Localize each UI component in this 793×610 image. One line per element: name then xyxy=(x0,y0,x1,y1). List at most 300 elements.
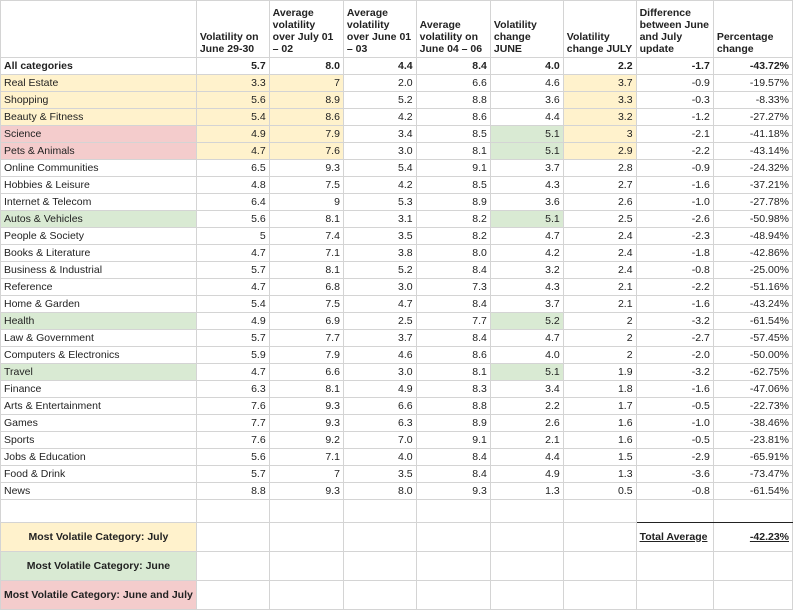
value-cell[interactable]: -27.27% xyxy=(713,109,792,126)
value-cell[interactable]: 2.1 xyxy=(563,296,636,313)
value-cell[interactable]: 5.6 xyxy=(196,449,269,466)
value-cell[interactable]: 4.6 xyxy=(343,347,416,364)
value-cell[interactable]: 7.3 xyxy=(416,279,490,296)
header-cell[interactable]: Volatility change JULY xyxy=(563,1,636,58)
value-cell[interactable]: 4.0 xyxy=(343,449,416,466)
empty-cell[interactable] xyxy=(490,500,563,523)
value-cell[interactable]: -1.0 xyxy=(636,415,713,432)
value-cell[interactable]: 4.0 xyxy=(490,347,563,364)
value-cell[interactable]: -61.54% xyxy=(713,313,792,330)
value-cell[interactable]: 7.1 xyxy=(269,449,343,466)
table-row xyxy=(1,313,793,330)
value-cell[interactable]: 8.4 xyxy=(416,330,490,347)
value-cell[interactable]: -2.7 xyxy=(636,330,713,347)
value-cell[interactable]: 2.4 xyxy=(563,245,636,262)
value-cell[interactable]: 2 xyxy=(563,330,636,347)
value-cell[interactable]: 3.2 xyxy=(490,262,563,279)
value-cell[interactable]: -65.91% xyxy=(713,449,792,466)
value-cell[interactable]: -0.9 xyxy=(636,160,713,177)
category-cell[interactable]: Law & Government xyxy=(1,330,197,347)
value-cell[interactable]: 5.4 xyxy=(343,160,416,177)
value-cell[interactable]: 4.4 xyxy=(343,58,416,75)
value-cell[interactable]: 8.4 xyxy=(416,466,490,483)
header-cell[interactable]: Average volatility over June 01 – 03 xyxy=(343,1,416,58)
value-cell[interactable]: -37.21% xyxy=(713,177,792,194)
value-cell[interactable]: -1.6 xyxy=(636,296,713,313)
value-cell[interactable]: 4.2 xyxy=(343,177,416,194)
value-cell[interactable]: 9.3 xyxy=(269,415,343,432)
value-cell[interactable]: -27.78% xyxy=(713,194,792,211)
value-cell[interactable]: 9.1 xyxy=(416,160,490,177)
value-cell[interactable]: 6.3 xyxy=(196,381,269,398)
value-cell[interactable]: 8.4 xyxy=(416,296,490,313)
category-cell[interactable]: Travel xyxy=(1,364,197,381)
empty-cell[interactable] xyxy=(196,552,269,581)
value-cell[interactable]: 5.6 xyxy=(196,92,269,109)
value-cell[interactable]: -61.54% xyxy=(713,483,792,500)
value-cell[interactable]: 8.6 xyxy=(269,109,343,126)
value-cell[interactable]: 3.7 xyxy=(343,330,416,347)
value-cell[interactable]: 8.5 xyxy=(416,126,490,143)
value-cell[interactable]: 7 xyxy=(269,466,343,483)
legend-key-cell[interactable]: Most Volatile Category: June xyxy=(1,552,197,581)
value-cell[interactable]: 5.1 xyxy=(490,143,563,160)
table-row xyxy=(1,262,793,279)
header-cell[interactable]: Volatility on June 29-30 xyxy=(196,1,269,58)
value-cell[interactable]: 4.7 xyxy=(196,143,269,160)
legend-key-cell[interactable]: Most Volatile Category: June and July xyxy=(1,581,197,610)
value-cell[interactable]: 3.0 xyxy=(343,279,416,296)
empty-cell[interactable] xyxy=(713,581,792,610)
value-cell[interactable]: 2.9 xyxy=(563,143,636,160)
value-cell[interactable]: 4.0 xyxy=(490,58,563,75)
value-cell[interactable]: 2 xyxy=(563,313,636,330)
empty-cell[interactable] xyxy=(416,581,490,610)
value-cell[interactable]: -2.2 xyxy=(636,279,713,296)
category-cell[interactable]: Reference xyxy=(1,279,197,296)
value-cell[interactable]: 3.7 xyxy=(563,75,636,92)
table-row xyxy=(1,75,793,92)
header-cell[interactable]: Difference between June and July update xyxy=(636,1,713,58)
value-cell[interactable]: -2.0 xyxy=(636,347,713,364)
header-cell[interactable] xyxy=(1,1,197,58)
value-cell[interactable]: 4.9 xyxy=(343,381,416,398)
empty-cell[interactable] xyxy=(563,523,636,552)
value-cell[interactable]: 4.4 xyxy=(490,109,563,126)
value-cell[interactable]: 3.7 xyxy=(490,296,563,313)
value-cell[interactable]: 7.9 xyxy=(269,126,343,143)
value-cell[interactable]: -43.24% xyxy=(713,296,792,313)
value-cell[interactable]: 2.0 xyxy=(343,75,416,92)
value-cell[interactable]: 2.6 xyxy=(563,194,636,211)
value-cell[interactable]: 8.5 xyxy=(416,177,490,194)
value-cell[interactable]: 6.6 xyxy=(343,398,416,415)
value-cell[interactable]: 9.3 xyxy=(269,483,343,500)
value-cell[interactable]: -2.6 xyxy=(636,211,713,228)
empty-cell[interactable] xyxy=(416,552,490,581)
category-cell[interactable]: Business & Industrial xyxy=(1,262,197,279)
table-row xyxy=(1,279,793,296)
table-row xyxy=(1,194,793,211)
empty-cell[interactable] xyxy=(636,552,713,581)
empty-cell[interactable] xyxy=(343,552,416,581)
empty-cell[interactable] xyxy=(713,552,792,581)
value-cell[interactable]: 4.9 xyxy=(196,313,269,330)
value-cell[interactable]: -50.00% xyxy=(713,347,792,364)
value-cell[interactable]: 9.3 xyxy=(269,160,343,177)
value-cell[interactable]: 2.8 xyxy=(563,160,636,177)
total-average-value[interactable]: -42.23% xyxy=(713,523,792,552)
value-cell[interactable]: 9.2 xyxy=(269,432,343,449)
value-cell[interactable]: 4.7 xyxy=(343,296,416,313)
value-cell[interactable]: -43.72% xyxy=(713,58,792,75)
value-cell[interactable]: -2.3 xyxy=(636,228,713,245)
value-cell[interactable]: -0.5 xyxy=(636,398,713,415)
value-cell[interactable]: 6.4 xyxy=(196,194,269,211)
category-cell[interactable]: Home & Garden xyxy=(1,296,197,313)
value-cell[interactable]: 8.4 xyxy=(416,262,490,279)
category-cell[interactable]: Science xyxy=(1,126,197,143)
empty-cell[interactable] xyxy=(269,500,343,523)
empty-cell[interactable] xyxy=(636,581,713,610)
empty-cell[interactable] xyxy=(563,500,636,523)
value-cell[interactable]: -1.7 xyxy=(636,58,713,75)
value-cell[interactable]: 8.9 xyxy=(269,92,343,109)
value-cell[interactable]: 7.4 xyxy=(269,228,343,245)
category-cell[interactable]: All categories xyxy=(1,58,197,75)
value-cell[interactable]: 3.3 xyxy=(196,75,269,92)
value-cell[interactable]: 8.1 xyxy=(269,211,343,228)
category-cell[interactable]: Health xyxy=(1,313,197,330)
value-cell[interactable]: 5.4 xyxy=(196,109,269,126)
value-cell[interactable]: 5.2 xyxy=(490,313,563,330)
value-cell[interactable]: 8.1 xyxy=(416,364,490,381)
value-cell[interactable]: 0.5 xyxy=(563,483,636,500)
value-cell[interactable]: -1.0 xyxy=(636,194,713,211)
value-cell[interactable]: -2.1 xyxy=(636,126,713,143)
header-cell[interactable]: Average volatility over July 01 – 02 xyxy=(269,1,343,58)
category-cell[interactable]: Sports xyxy=(1,432,197,449)
value-cell[interactable]: -23.81% xyxy=(713,432,792,449)
value-cell[interactable]: 5.3 xyxy=(343,194,416,211)
value-cell[interactable]: 7.0 xyxy=(343,432,416,449)
value-cell[interactable]: 3 xyxy=(563,126,636,143)
table-row xyxy=(1,92,793,109)
value-cell[interactable]: 6.8 xyxy=(269,279,343,296)
value-cell[interactable]: -2.9 xyxy=(636,449,713,466)
value-cell[interactable]: 3.6 xyxy=(490,194,563,211)
empty-cell[interactable] xyxy=(343,500,416,523)
category-cell[interactable]: Pets & Animals xyxy=(1,143,197,160)
empty-cell[interactable] xyxy=(416,500,490,523)
value-cell[interactable]: 2.2 xyxy=(490,398,563,415)
value-cell[interactable]: 4.2 xyxy=(343,109,416,126)
empty-cell[interactable] xyxy=(563,552,636,581)
value-cell[interactable]: 2.5 xyxy=(563,211,636,228)
empty-cell[interactable] xyxy=(196,581,269,610)
category-cell[interactable]: Online Communities xyxy=(1,160,197,177)
all-categories-row xyxy=(1,58,793,75)
value-cell[interactable]: 4.6 xyxy=(490,75,563,92)
category-cell[interactable]: Autos & Vehicles xyxy=(1,211,197,228)
empty-cell[interactable] xyxy=(269,523,343,552)
value-cell[interactable]: -22.73% xyxy=(713,398,792,415)
value-cell[interactable]: 8.8 xyxy=(416,398,490,415)
value-cell[interactable]: 8.2 xyxy=(416,211,490,228)
value-cell[interactable]: -1.6 xyxy=(636,177,713,194)
value-cell[interactable]: 9.3 xyxy=(269,398,343,415)
value-cell[interactable]: 6.9 xyxy=(269,313,343,330)
value-cell[interactable]: 5.7 xyxy=(196,262,269,279)
value-cell[interactable]: 3.8 xyxy=(343,245,416,262)
category-cell[interactable]: Real Estate xyxy=(1,75,197,92)
empty-cell[interactable] xyxy=(490,581,563,610)
value-cell[interactable]: 8.1 xyxy=(269,262,343,279)
value-cell[interactable]: 7.1 xyxy=(269,245,343,262)
value-cell[interactable]: 4.3 xyxy=(490,177,563,194)
empty-cell[interactable] xyxy=(416,523,490,552)
total-average-label[interactable]: Total Average xyxy=(636,523,713,552)
value-cell[interactable]: 9.1 xyxy=(416,432,490,449)
value-cell[interactable]: -3.2 xyxy=(636,364,713,381)
table-row xyxy=(1,296,793,313)
value-cell[interactable]: 5.7 xyxy=(196,466,269,483)
value-cell[interactable]: 6.6 xyxy=(416,75,490,92)
category-cell[interactable]: Games xyxy=(1,415,197,432)
value-cell[interactable]: -1.2 xyxy=(636,109,713,126)
value-cell[interactable]: 4.7 xyxy=(490,228,563,245)
value-cell[interactable]: 3.0 xyxy=(343,143,416,160)
value-cell[interactable]: 5.1 xyxy=(490,364,563,381)
category-cell[interactable]: Hobbies & Leisure xyxy=(1,177,197,194)
value-cell[interactable]: 7.6 xyxy=(196,432,269,449)
value-cell[interactable]: 7.7 xyxy=(269,330,343,347)
value-cell[interactable]: -0.8 xyxy=(636,483,713,500)
value-cell[interactable]: 3.3 xyxy=(563,92,636,109)
value-cell[interactable]: 8.4 xyxy=(416,58,490,75)
value-cell[interactable]: 8.8 xyxy=(196,483,269,500)
value-cell[interactable]: 8.8 xyxy=(416,92,490,109)
value-cell[interactable]: -42.86% xyxy=(713,245,792,262)
value-cell[interactable]: -1.8 xyxy=(636,245,713,262)
empty-cell[interactable] xyxy=(196,500,269,523)
table-row xyxy=(1,160,793,177)
table-row xyxy=(1,347,793,364)
value-cell[interactable]: 4.7 xyxy=(196,279,269,296)
value-cell[interactable]: 8.0 xyxy=(343,483,416,500)
value-cell[interactable]: 8.4 xyxy=(416,449,490,466)
category-cell[interactable]: Food & Drink xyxy=(1,466,197,483)
value-cell[interactable]: 3.0 xyxy=(343,364,416,381)
value-cell[interactable]: -0.9 xyxy=(636,75,713,92)
value-cell[interactable]: -50.98% xyxy=(713,211,792,228)
value-cell[interactable]: 4.7 xyxy=(196,364,269,381)
value-cell[interactable]: 5 xyxy=(196,228,269,245)
table-row xyxy=(1,449,793,466)
value-cell[interactable]: 2.2 xyxy=(563,58,636,75)
value-cell[interactable]: 5.1 xyxy=(490,211,563,228)
header-cell[interactable]: Average volatility on June 04 – 06 xyxy=(416,1,490,58)
value-cell[interactable]: 8.1 xyxy=(269,381,343,398)
value-cell[interactable]: 3.1 xyxy=(343,211,416,228)
value-cell[interactable]: 4.9 xyxy=(196,126,269,143)
value-cell[interactable]: 3.5 xyxy=(343,228,416,245)
value-cell[interactable]: 8.2 xyxy=(416,228,490,245)
value-cell[interactable]: 1.6 xyxy=(563,432,636,449)
value-cell[interactable]: 2.7 xyxy=(563,177,636,194)
value-cell[interactable]: 8.9 xyxy=(416,194,490,211)
value-cell[interactable]: 2.1 xyxy=(490,432,563,449)
value-cell[interactable]: 8.3 xyxy=(416,381,490,398)
value-cell[interactable]: 4.8 xyxy=(196,177,269,194)
value-cell[interactable]: -2.2 xyxy=(636,143,713,160)
empty-cell[interactable] xyxy=(636,500,713,523)
value-cell[interactable]: 7.7 xyxy=(416,313,490,330)
empty-cell[interactable] xyxy=(1,500,197,523)
empty-cell[interactable] xyxy=(490,523,563,552)
category-cell[interactable]: Beauty & Fitness xyxy=(1,109,197,126)
value-cell[interactable]: 7.9 xyxy=(269,347,343,364)
value-cell[interactable]: 3.7 xyxy=(490,160,563,177)
value-cell[interactable]: 7.6 xyxy=(196,398,269,415)
empty-cell[interactable] xyxy=(563,581,636,610)
value-cell[interactable]: 2.1 xyxy=(563,279,636,296)
table-row xyxy=(1,398,793,415)
header-cell[interactable]: Volatility change JUNE xyxy=(490,1,563,58)
value-cell[interactable]: 8.6 xyxy=(416,347,490,364)
value-cell[interactable]: 3.2 xyxy=(563,109,636,126)
empty-cell[interactable] xyxy=(343,581,416,610)
category-cell[interactable]: Books & Literature xyxy=(1,245,197,262)
value-cell[interactable]: 9 xyxy=(269,194,343,211)
value-cell[interactable]: 9.3 xyxy=(416,483,490,500)
value-cell[interactable]: 6.6 xyxy=(269,364,343,381)
category-cell[interactable]: Jobs & Education xyxy=(1,449,197,466)
value-cell[interactable]: -0.3 xyxy=(636,92,713,109)
value-cell[interactable]: 5.2 xyxy=(343,92,416,109)
table-row xyxy=(1,211,793,228)
value-cell[interactable]: 6.5 xyxy=(196,160,269,177)
header-cell[interactable]: Percentage change xyxy=(713,1,792,58)
value-cell[interactable]: -48.94% xyxy=(713,228,792,245)
value-cell[interactable]: 8.6 xyxy=(416,109,490,126)
value-cell[interactable]: 2 xyxy=(563,347,636,364)
value-cell[interactable]: -19.57% xyxy=(713,75,792,92)
empty-cell[interactable] xyxy=(343,523,416,552)
value-cell[interactable]: 3.6 xyxy=(490,92,563,109)
category-cell[interactable]: Arts & Entertainment xyxy=(1,398,197,415)
empty-cell[interactable] xyxy=(269,552,343,581)
value-cell[interactable]: 3.5 xyxy=(343,466,416,483)
value-cell[interactable]: 2.5 xyxy=(343,313,416,330)
value-cell[interactable]: 4.4 xyxy=(490,449,563,466)
value-cell[interactable]: -1.6 xyxy=(636,381,713,398)
category-cell[interactable]: People & Society xyxy=(1,228,197,245)
value-cell[interactable]: -43.14% xyxy=(713,143,792,160)
value-cell[interactable]: -3.6 xyxy=(636,466,713,483)
value-cell[interactable]: -8.33% xyxy=(713,92,792,109)
value-cell[interactable]: 8.9 xyxy=(416,415,490,432)
value-cell[interactable]: 8.0 xyxy=(269,58,343,75)
value-cell[interactable]: 1.5 xyxy=(563,449,636,466)
empty-cell[interactable] xyxy=(713,500,792,523)
value-cell[interactable]: 5.9 xyxy=(196,347,269,364)
value-cell[interactable]: 5.2 xyxy=(343,262,416,279)
value-cell[interactable]: -0.8 xyxy=(636,262,713,279)
legend-row xyxy=(1,581,793,610)
value-cell[interactable]: 2.4 xyxy=(563,262,636,279)
value-cell[interactable]: 4.3 xyxy=(490,279,563,296)
value-cell[interactable]: 3.4 xyxy=(343,126,416,143)
table-row xyxy=(1,330,793,347)
value-cell[interactable]: 4.7 xyxy=(196,245,269,262)
value-cell[interactable]: 6.3 xyxy=(343,415,416,432)
category-cell[interactable]: Internet & Telecom xyxy=(1,194,197,211)
value-cell[interactable]: 8.1 xyxy=(416,143,490,160)
empty-cell[interactable] xyxy=(269,581,343,610)
value-cell[interactable]: 5.1 xyxy=(490,126,563,143)
value-cell[interactable]: 7.5 xyxy=(269,177,343,194)
value-cell[interactable]: 1.8 xyxy=(563,381,636,398)
value-cell[interactable]: -24.32% xyxy=(713,160,792,177)
value-cell[interactable]: 7.6 xyxy=(269,143,343,160)
table-row xyxy=(1,364,793,381)
value-cell[interactable]: -3.2 xyxy=(636,313,713,330)
value-cell[interactable]: 5.4 xyxy=(196,296,269,313)
value-cell[interactable]: 7.5 xyxy=(269,296,343,313)
legend-key-cell[interactable]: Most Volatile Category: July xyxy=(1,523,197,552)
value-cell[interactable]: 1.3 xyxy=(563,466,636,483)
value-cell[interactable]: -0.5 xyxy=(636,432,713,449)
value-cell[interactable]: 4.2 xyxy=(490,245,563,262)
empty-cell[interactable] xyxy=(490,552,563,581)
value-cell[interactable]: 1.7 xyxy=(563,398,636,415)
header-row xyxy=(1,1,793,58)
value-cell[interactable]: 5.7 xyxy=(196,330,269,347)
value-cell[interactable]: 4.9 xyxy=(490,466,563,483)
value-cell[interactable]: 8.0 xyxy=(416,245,490,262)
value-cell[interactable]: -62.75% xyxy=(713,364,792,381)
value-cell[interactable]: 2.4 xyxy=(563,228,636,245)
category-cell[interactable]: Finance xyxy=(1,381,197,398)
table-row xyxy=(1,177,793,194)
value-cell[interactable]: -41.18% xyxy=(713,126,792,143)
value-cell[interactable]: -47.06% xyxy=(713,381,792,398)
value-cell[interactable]: 1.3 xyxy=(490,483,563,500)
value-cell[interactable]: -57.45% xyxy=(713,330,792,347)
category-cell[interactable]: Shopping xyxy=(1,92,197,109)
value-cell[interactable]: -25.00% xyxy=(713,262,792,279)
legend-row xyxy=(1,552,793,581)
value-cell[interactable]: 7 xyxy=(269,75,343,92)
category-cell[interactable]: News xyxy=(1,483,197,500)
value-cell[interactable]: 1.6 xyxy=(563,415,636,432)
value-cell[interactable]: 4.7 xyxy=(490,330,563,347)
empty-cell[interactable] xyxy=(196,523,269,552)
value-cell[interactable]: 2.6 xyxy=(490,415,563,432)
value-cell[interactable]: 3.4 xyxy=(490,381,563,398)
value-cell[interactable]: 1.9 xyxy=(563,364,636,381)
value-cell[interactable]: -51.16% xyxy=(713,279,792,296)
value-cell[interactable]: 7.7 xyxy=(196,415,269,432)
value-cell[interactable]: 5.6 xyxy=(196,211,269,228)
category-cell[interactable]: Computers & Electronics xyxy=(1,347,197,364)
table-row xyxy=(1,228,793,245)
value-cell[interactable]: -38.46% xyxy=(713,415,792,432)
value-cell[interactable]: -73.47% xyxy=(713,466,792,483)
value-cell[interactable]: 5.7 xyxy=(196,58,269,75)
spacer-row xyxy=(1,500,793,523)
